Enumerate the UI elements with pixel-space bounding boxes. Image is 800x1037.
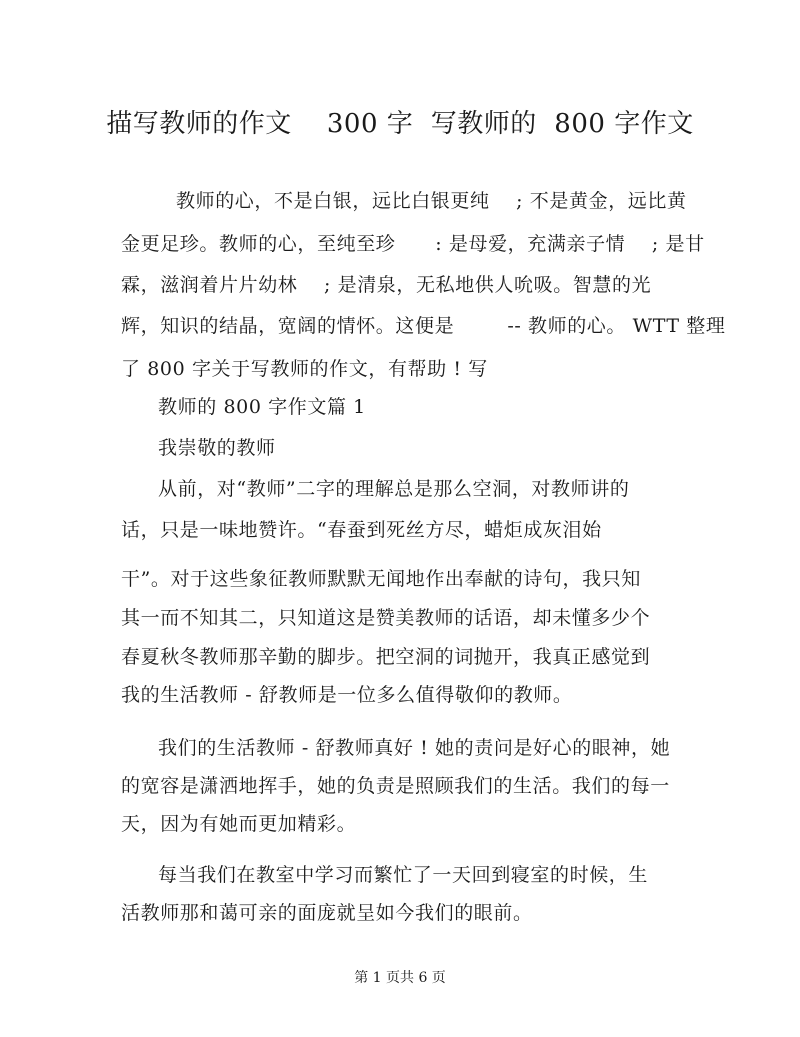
body-line: 干”。对于这些象征教师默默无闻地作出奉献的诗句，我只知: [121, 568, 641, 590]
document-title: 描写教师的作文 300 字 写教师的 800 字作文: [106, 109, 694, 139]
body-line: 每当我们在教室中学习而繁忙了一天回到寝室的时候，生: [158, 864, 649, 886]
essay-title: 我崇敬的教师: [158, 437, 276, 459]
body-line: 的宽容是潇洒地挥手，她的负责是照顾我们的生活。我们的每一: [121, 775, 670, 797]
body-line: 霖，滋润着片片幼林 ; 是清泉，无私地供人吮吸。智慧的光: [121, 274, 652, 296]
body-line: 春夏秋冬教师那辛勤的脚步。把空洞的词抛开，我真正感觉到: [121, 646, 651, 668]
body-line: 活教师那和蔼可亲的面庞就呈如今我们的眼前。: [121, 902, 533, 924]
section-heading: 教师的 800 字作文篇 1: [158, 396, 366, 418]
page-number-footer: 第 1 页共 6 页: [354, 970, 446, 986]
body-line: 我的生活教师 - 舒教师是一位多么值得敬仰的教师。: [121, 684, 573, 706]
body-line: 金更足珍。教师的心，至纯至珍 : 是母爱，充满亲子情 ; 是甘: [121, 233, 705, 255]
body-line: 了 800 字关于写教师的作文，有帮助 ! 写: [121, 358, 488, 380]
body-line: 我们的生活教师 - 舒教师真好 ! 她的责问是好心的眼神，她: [158, 737, 671, 759]
body-line: 天，因为有她而更加精彩。: [121, 813, 357, 835]
body-line: 辉，知识的结晶，宽阔的情怀。这便是 -- 教师的心。 WTT 整理: [121, 315, 726, 337]
body-line: 其一而不知其二，只知道这是赞美教师的话语，却未懂多少个: [121, 607, 651, 629]
body-line: 从前，对“教师”二字的理解总是那么空洞，对教师讲的: [158, 478, 630, 500]
body-line: 话，只是一味地赞许。“春蚕到死丝方尽，蜡炬成灰泪始: [121, 519, 602, 541]
body-line: 教师的心，不是白银，远比白银更纯 ; 不是黄金，远比黄: [176, 190, 687, 212]
